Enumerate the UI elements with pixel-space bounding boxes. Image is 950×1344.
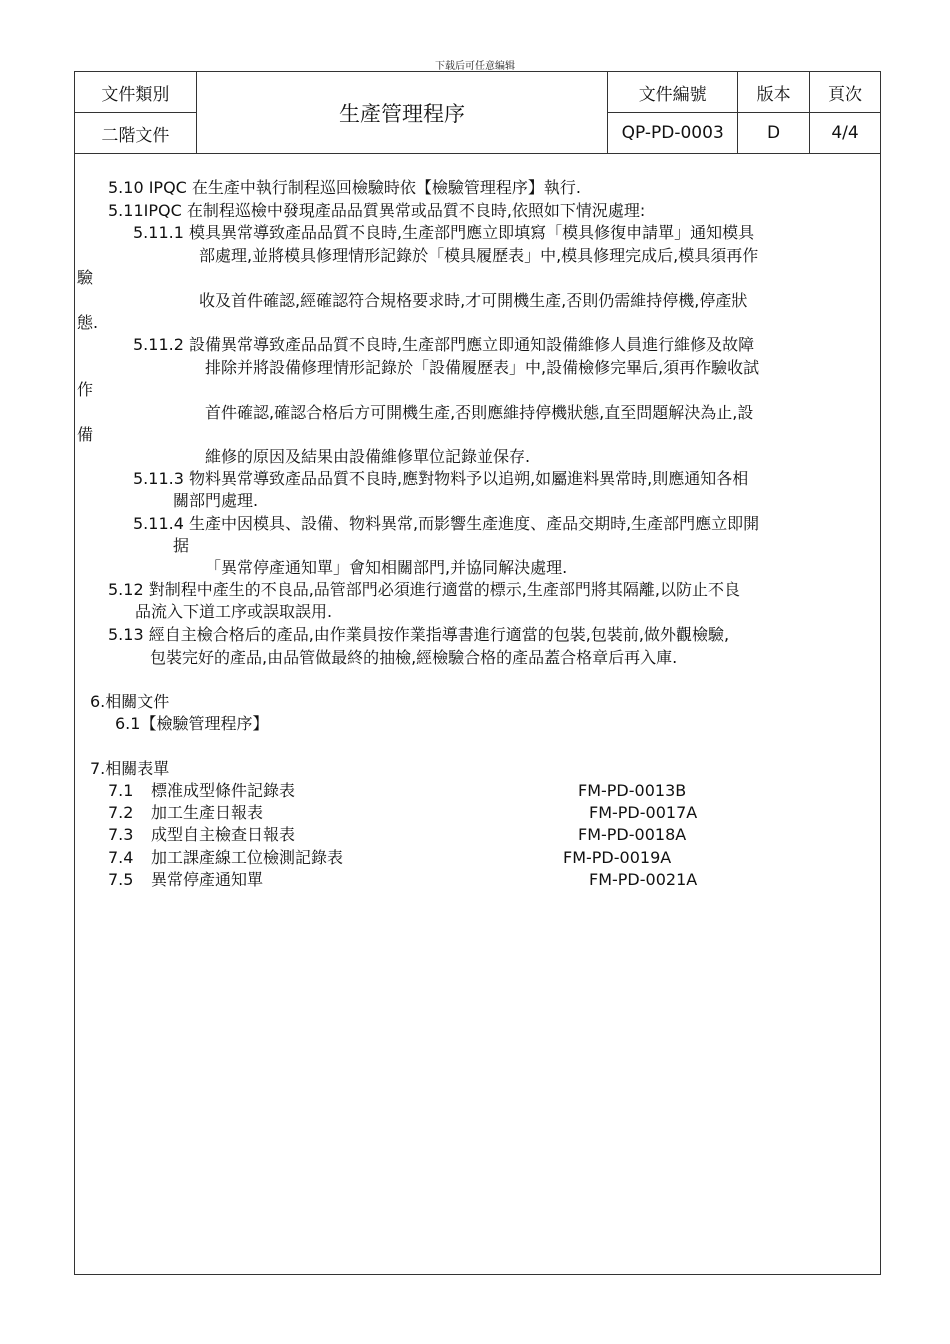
clause-5-11-1-wrap: 驗 [77,268,94,287]
clause-5-11-2-cont: 首件確認,確認合格后方可開機生產,否則應維持停機狀態,直至問題解決為止,設 [205,403,754,422]
category-value: 二階文件 [75,113,197,154]
clause-5-11-2: 5.11.2 設備異常導致產品品質不良時,生產部門應立即通知設備維修人員進行維修及故障 [133,335,755,354]
form-row-no: 7.5 [108,870,134,889]
form-row-name: 標准成型條件記錄表 [151,781,296,800]
page-value: 4/4 [810,113,881,154]
clause-5-11-2-wrap: 作 [77,380,94,399]
form-row-name: 成型自主檢查日報表 [151,825,296,844]
form-row-no: 7.1 [108,781,134,800]
form-row-no: 7.3 [108,825,134,844]
clause-5-13: 5.13 經自主檢合格后的產品,由作業員按作業指導書進行適當的包裝,包裝前,做外觀檢驗, [108,625,730,644]
clause-5-11-1: 5.11.1 模具異常導致產品品質不良時,生產部門應立即填寫「模具修復申請單」通知模具 [133,223,755,242]
form-row-no: 7.2 [108,803,134,822]
clause-5-11-2-cont: 維修的原因及結果由設備維修單位記錄並保存. [205,447,531,466]
clause-5-12: 5.12 對制程中產生的不良品,品管部門必須進行適當的標示,生產部門將其隔離,以防止不良 [108,580,740,599]
form-row-code: FM-PD-0018A [578,825,687,844]
form-row-name: 加工生產日報表 [151,803,264,822]
clause-5-11-1-cont: 收及首件確認,經確認符合規格要求時,才可開機生產,否則仍需維持停機,停產狀 [199,291,748,310]
clause-5-11: 5.11IPQC 在制程巡檢中發現產品品質異常或品質不良時,依照如下情況處理: [108,201,646,220]
docno-label: 文件編號 [608,72,738,113]
clause-5-11-4-cont: 「異常停產通知單」會知相關部門,并協同解決處理. [205,558,568,577]
form-row-name: 加工課產線工位檢測記錄表 [151,848,344,867]
category-label: 文件類別 [75,72,197,113]
form-row-code: FM-PD-0019A [563,848,672,867]
related-doc-6-1: 6.1【檢驗管理程序】 [115,714,269,733]
form-row-no: 7.4 [108,848,134,867]
docno-value: QP-PD-0003 [608,113,738,154]
page-label: 頁次 [810,72,881,113]
clause-5-11-2-cont: 排除并將設備修理情形記錄於「設備履歷表」中,設備檢修完畢后,須再作驗收試 [205,358,760,377]
version-value: D [738,113,810,154]
clause-5-11-4: 5.11.4 生產中因模具、設備、物料異常,而影響生產進度、產品交期時,生產部門應立即開 [133,514,760,533]
top-note: 下载后可任意编辑 [435,61,515,72]
clause-5-11-4-wrap: 据 [173,536,190,555]
form-row-code: FM-PD-0021A [589,870,698,889]
clause-5-11-3-cont: 關部門處理. [173,491,259,510]
form-row-code: FM-PD-0017A [589,803,698,822]
clause-5-11-3: 5.11.3 物料異常導致產品品質不良時,應對物料予以追朔,如屬進料異常時,則應通知各相 [133,469,749,488]
clause-5-11-2-wrap: 備 [77,425,94,444]
clause-5-13-cont: 包裝完好的產品,由品管做最終的抽檢,經檢驗合格的產品蓋合格章后再入庫. [150,648,678,667]
section-6-heading: 6.相關文件 [90,692,170,711]
clause-5-12-cont: 品流入下道工序或誤取誤用. [135,602,333,621]
form-row-name: 異常停產通知單 [151,870,264,889]
clause-5-11-1-cont: 部處理,並將模具修理情形記錄於「模具履歷表」中,模具修理完成后,模具須再作 [199,246,759,265]
form-row-code: FM-PD-0013B [578,781,687,800]
document-title: 生產管理程序 [196,72,607,154]
clause-5-11-1-wrap: 態. [77,313,99,332]
section-7-heading: 7.相關表單 [90,759,170,778]
clause-5-10: 5.10 IPQC 在生產中執行制程巡回檢驗時依【檢驗管理程序】執行. [108,178,582,197]
version-label: 版本 [738,72,810,113]
